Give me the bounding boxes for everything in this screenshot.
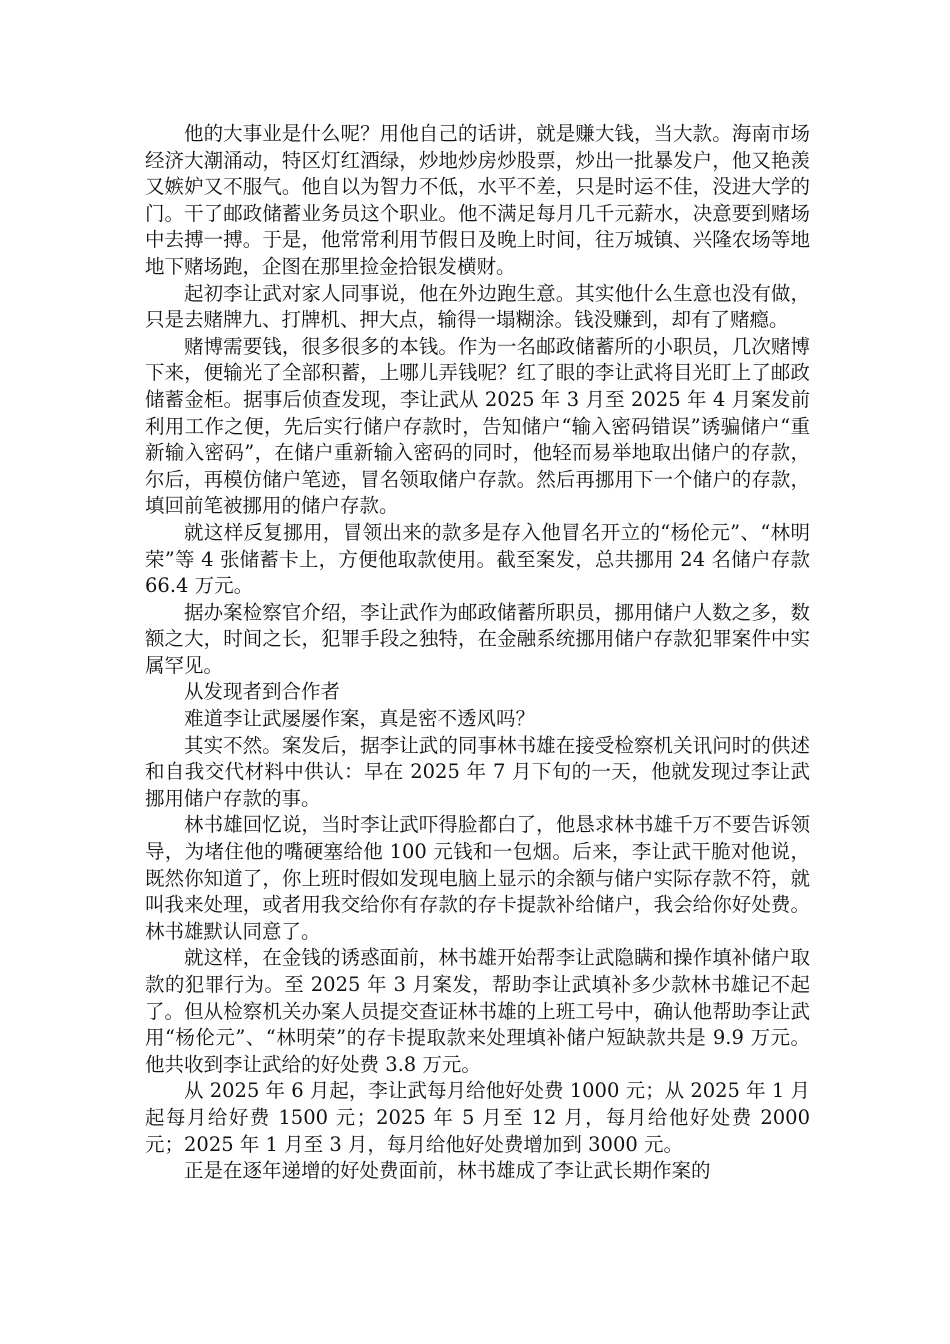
article-body (145, 121, 810, 1185)
paragraph-9: 林书雄回忆说，当时李让武吓得脸都白了，他恳求林书雄千万不要告诉领导，为堵住他的嘴硬塞给他 100 元钱和一包烟。后来，李让武干脆对他说，既然你知道了，你上班时假如发现电脑上显示的余额与储户实际存款不符，就叫我来处理，或者用我交给你有存款的存卡提款补给储户，我会给你好处费。林书雄默认同意了。 (145, 813, 810, 943)
paragraph-4: 就这样反复挪用，冒领出来的款多是存入他冒名开立的“杨伦元”、“林明荣”等 4 张储蓄卡上，方便他取款使用。截至案发，总共挪用 24 名储户存款 66.4 万元。 (145, 520, 810, 598)
paragraph-7: 难道李让武屡屡作案，真是密不透风吗？ (184, 707, 536, 731)
paragraph-2: 起初李让武对家人同事说，他在外边跑生意。其实他什么生意也没有做，只是去赌牌九、打牌机、押大点，输得一塌糊涂。钱没赚到，却有了赌瘾。 (145, 281, 810, 332)
paragraph-3: 赌博需要钱，很多很多的本钱。作为一名邮政储蓄所的小职员，几次赌博下来，便输光了全部积蓄，上哪儿弄钱呢？红了眼的李让武将目光盯上了邮政储蓄金柜。据事后侦查发现，李让武从 2025 年 3 月至 2025 年 4 月案发前利用工作之便，先后实行储户存款时，告知储户“输入密码错误”诱骗储户“重新输入密码”，在储户重新输入密码的同时，他轻而易举地取出储户的存款，尔后，再模仿储户笔迹，冒名领取储户存款。然后再挪用下一个储户的存款，填回前笔被挪用的储户存款。 (145, 334, 810, 518)
paragraph-11: 从 2025 年 6 月起，李让武每月给他好处费 1000 元；从 2025 年 1 月起每月给好费 1500 元；2025 年 5 月至 12 月，每月给他好处费 2000 元；2025 年 1 月至 3 月，每月给他好处费增加到 3000 元。 (145, 1079, 810, 1156)
paragraph-8: 其实不然。案发后，据李让武的同事林书雄在接受检察机关讯问时的供述和自我交代材料中供认：早在 2025 年 7 月下旬的一天，他就发现过李让武挪用储户存款的事。 (145, 733, 810, 810)
paragraph-5: 据办案检察官介绍，李让武作为邮政储蓄所职员，挪用储户人数之多，数额之大，时间之长，犯罪手段之独特，在金融系统挪用储户存款犯罪案件中实属罕见。 (145, 600, 810, 677)
paragraph-10: 就这样，在金钱的诱惑面前，林书雄开始帮李让武隐瞒和操作填补储户取款的犯罪行为。至 2025 年 3 月案发，帮助李让武填补多少款林书雄记不起了。但从检察机关办案人员提交查证林书雄的上班工号中，确认他帮助李让武用“杨伦元”、“林明荣”的存卡提取款来处理填补储户短缺款共是 9.9 万元。他共收到李让武给的好处费 3.8 万元。 (145, 946, 810, 1076)
section-heading: 从发现者到合作者 (184, 680, 341, 704)
paragraph-12: 正是在逐年递增的好处费面前，林书雄成了李让武长期作案的 (184, 1159, 711, 1183)
paragraph-1: 他的大事业是什么呢？用他自己的话讲，就是赚大钱，当大款。海南市场经济大潮涌动，特区灯红酒绿，炒地炒房炒股票，炒出一批暴发户，他又艳羡又嫉妒又不服气。他自以为智力不低，水平不差，只是时运不佳，没进大学的门。干了邮政储蓄业务员这个职业。他不满足每月几千元薪水，决意要到赌场中去搏一搏。于是，他常常利用节假日及晚上时间，往万城镇、兴隆农场等地地下赌场跑，企图在那里捡金拾银发横财。 (145, 122, 810, 278)
